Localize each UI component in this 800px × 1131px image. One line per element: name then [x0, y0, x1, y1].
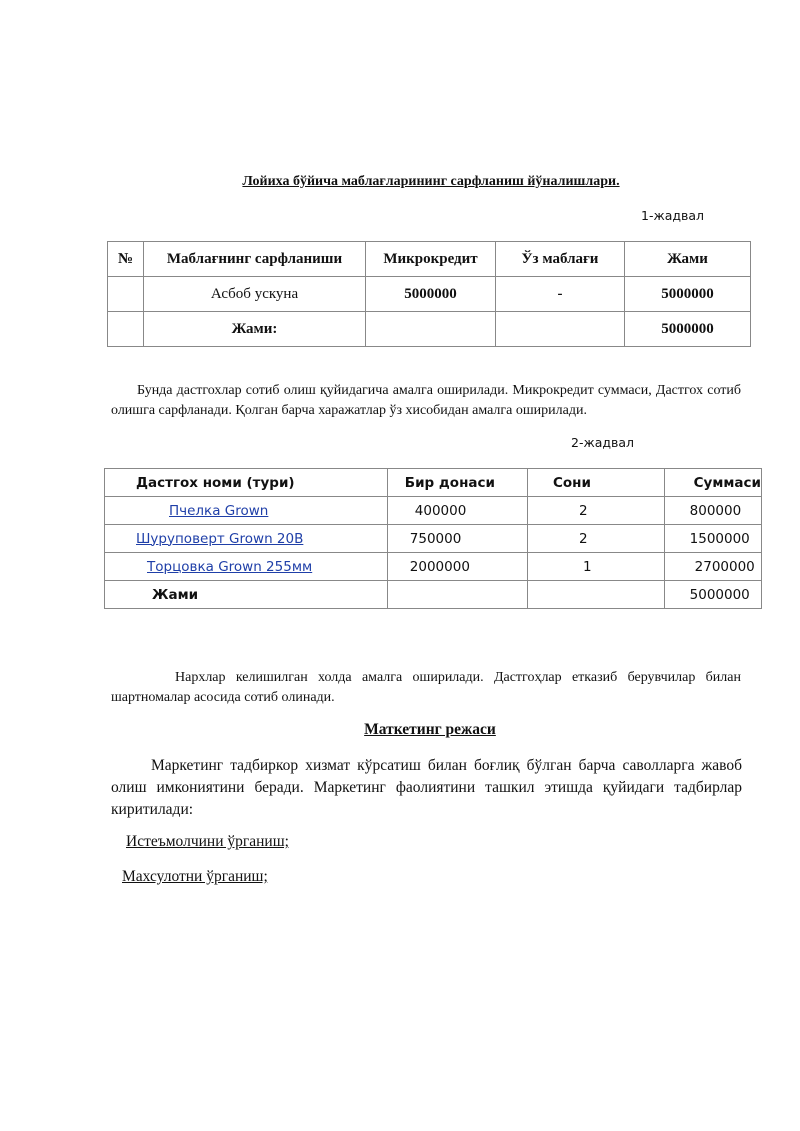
cell-own: - [496, 277, 625, 312]
section-heading: Маткетинг режаси [364, 721, 496, 738]
cell-name: Асбоб ускуна [144, 277, 366, 312]
table-header-row [105, 469, 762, 497]
cell-equipment-name [105, 553, 388, 581]
cell-equipment-name [105, 525, 388, 553]
cell-total: 5000000 [625, 277, 751, 312]
cell-unit-price: 2000000 [387, 553, 527, 581]
header-quantity: Сони [527, 469, 664, 497]
equipment-link[interactable]: Торцовка Grown 255мм [147, 558, 313, 575]
document-title: Лойиха бўйича маблағларининг сарфланиш йўналишлари. [242, 174, 620, 189]
paragraph-2: Нархлар келишилган холда амалга оширилади. Дастгоҳлар етказиб берувчилар билан шартномалар асосида сотиб олинади. [111, 670, 741, 705]
list-item: Истеъмолчини ўрганиш; [126, 833, 289, 850]
header-equipment-name: Дастгох номи (тури) [105, 469, 388, 497]
table2-caption: 2-жадвал [571, 435, 635, 450]
cell-own [496, 312, 625, 347]
cell-quantity: 2 [527, 525, 664, 553]
cell-total-sum: 5000000 [664, 581, 761, 609]
cell-sum: 2700000 [664, 553, 761, 581]
cell-empty [387, 581, 527, 609]
cell-credit [366, 312, 496, 347]
header-total: Жами [625, 242, 751, 277]
equipment-link[interactable]: Шуруповерт Grown 20В [136, 530, 304, 547]
cell-number [108, 312, 144, 347]
header-spending: Маблағнинг сарфланиши [144, 242, 366, 277]
cell-unit-price: 750000 [387, 525, 527, 553]
header-number: № [108, 242, 144, 277]
cell-unit-price: 400000 [387, 497, 527, 525]
table-row-total [105, 581, 762, 609]
cell-sum: 800000 [664, 497, 761, 525]
equipment-link[interactable]: Пчелка Grown [169, 502, 269, 519]
funding-table [107, 241, 751, 347]
table-row [105, 525, 762, 553]
table-row [108, 277, 751, 312]
header-unit-price: Бир донаси [387, 469, 527, 497]
cell-sum: 1500000 [664, 525, 761, 553]
paragraph-1: Бунда дастгохлар сотиб олиш қуйидагича амалга оширилади. Микрокредит суммаси, Дастгох сотиб олишга сарфланади. Қолган барча харажатлар ўз хисобидан амалга оширилади. [111, 383, 741, 418]
table1-caption: 1-жадвал [641, 208, 705, 223]
header-credit: Микрокредит [366, 242, 496, 277]
header-own-funds: Ўз маблағи [496, 242, 625, 277]
equipment-table [104, 468, 762, 609]
cell-name: Жами: [144, 312, 366, 347]
list-item: Махсулотни ўрганиш; [122, 868, 268, 885]
cell-total: 5000000 [625, 312, 751, 347]
cell-quantity: 1 [527, 553, 664, 581]
header-sum: Суммаси [664, 469, 761, 497]
table-row-total [108, 312, 751, 347]
paragraph-3: Маркетинг тадбиркор хизмат кўрсатиш билан боғлиқ бўлган барча саволларга жавоб олиш имкониятини беради. Маркетинг фаолиятини ташкил этишда қуйидаги тадбирлар киритилади: [111, 757, 742, 818]
cell-number [108, 277, 144, 312]
cell-total-label: Жами [105, 581, 388, 609]
cell-credit: 5000000 [366, 277, 496, 312]
table-row [105, 497, 762, 525]
cell-quantity: 2 [527, 497, 664, 525]
table-row [105, 553, 762, 581]
table-header-row [108, 242, 751, 277]
cell-equipment-name [105, 497, 388, 525]
cell-empty [527, 581, 664, 609]
